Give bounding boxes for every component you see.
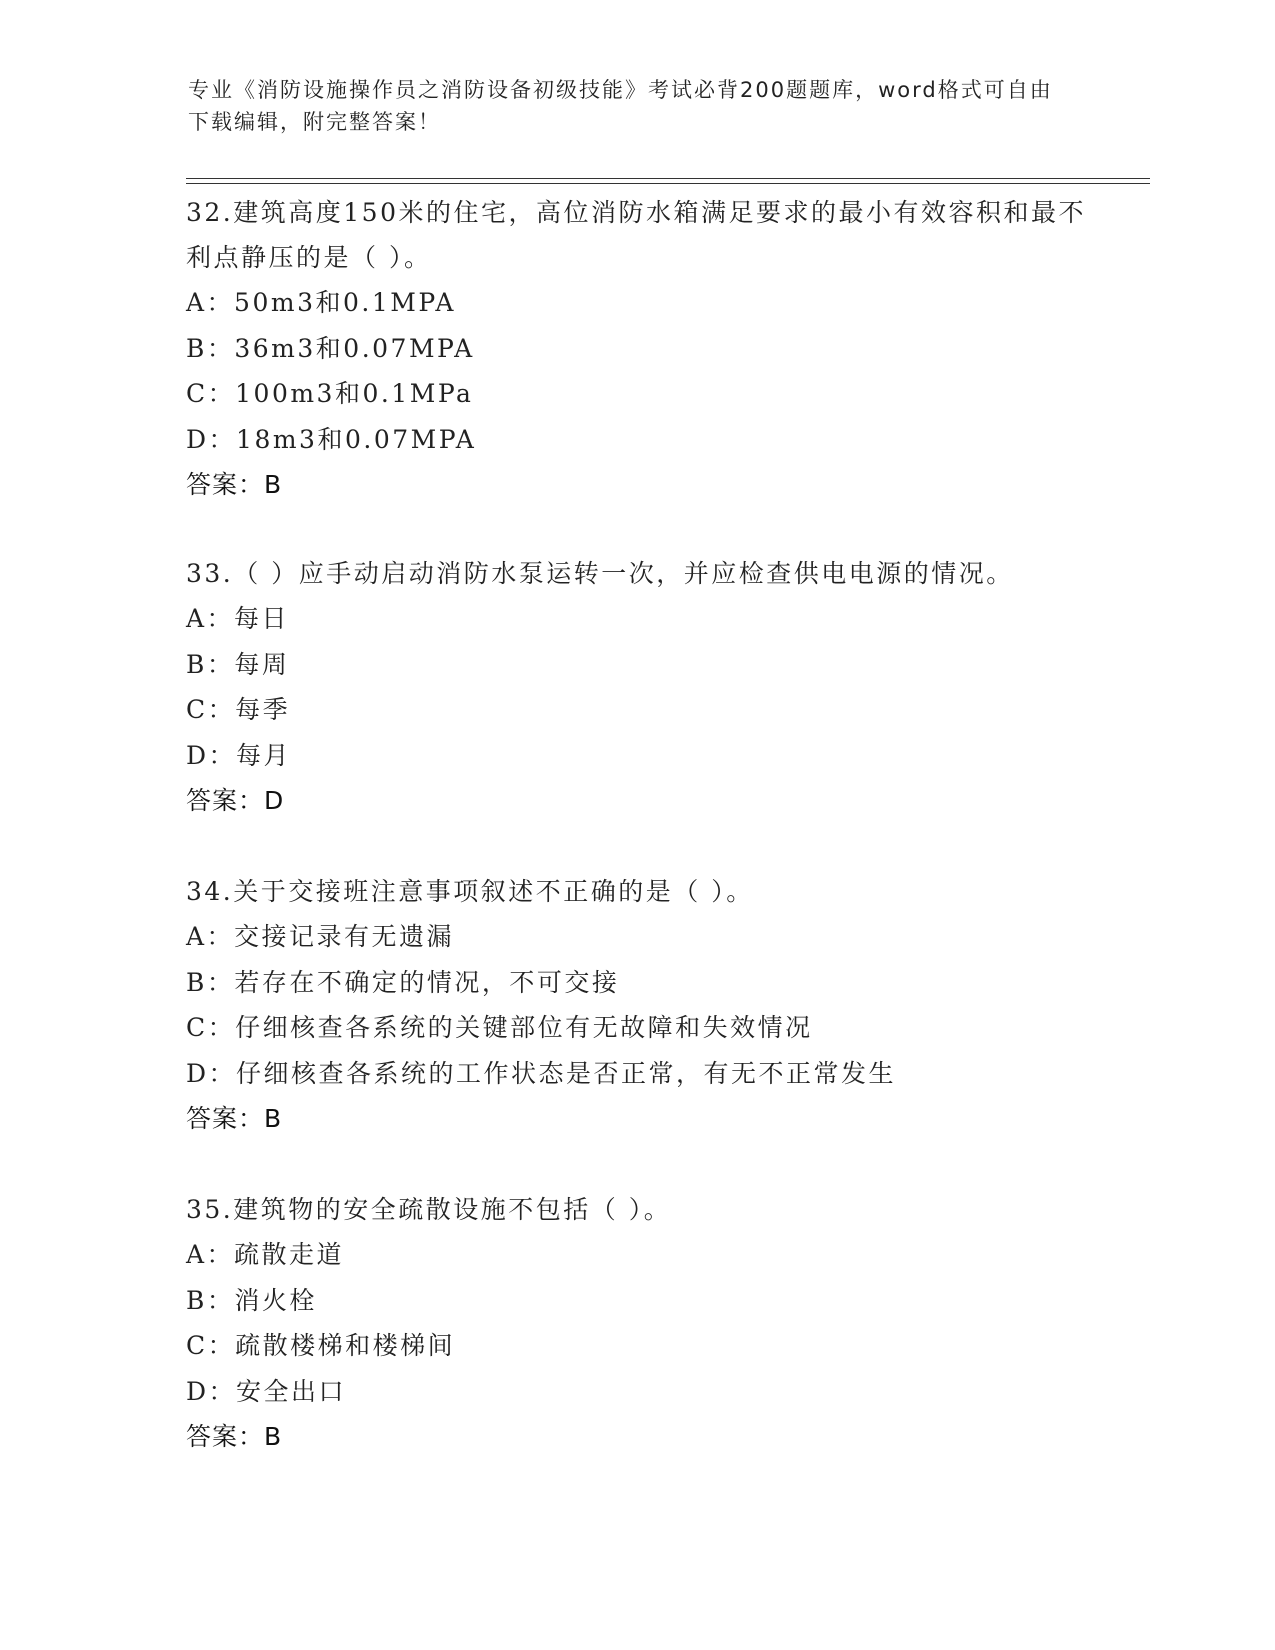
question-stem: 35.建筑物的安全疏散设施不包括（ ）。 [186,1195,672,1224]
option-a: A：交接记录有无遗漏 [186,922,455,951]
option-b: B：消火栓 [186,1285,317,1315]
question-stem: 33.（ ）应手动启动消防水泵运转一次，并应检查供电电源的情况。 [186,559,1014,588]
question-33 [186,551,1146,824]
answer: 答案：D [186,786,285,815]
option-c: C：100m3和0.1MPa [186,379,474,408]
answer: 答案：B [186,1104,283,1133]
option-d: D：18m3和0.07MPA [186,424,477,454]
answer: 答案：B [186,470,283,499]
option-b: B：若存在不确定的情况，不可交接 [186,967,620,997]
option-b: B：36m3和0.07MPA [186,333,475,363]
option-d: D：每月 [186,740,292,770]
option-d: D：安全出口 [186,1376,347,1406]
question-32 [186,190,1146,508]
option-c: C：疏散楼梯和楼梯间 [186,1331,456,1360]
option-b: B：每周 [186,649,290,679]
option-a: A：每日 [186,604,290,633]
answer: 答案：B [186,1422,283,1451]
option-a: A：疏散走道 [186,1240,345,1269]
question-stem: 32.建筑高度150米的住宅，高位消防水箱满足要求的最小有效容积和最不利点静压的是（ ）。 [186,198,1086,272]
header-divider-bottom [186,183,1150,184]
option-a: A：50m3和0.1MPA [186,288,456,317]
option-c: C：仔细核查各系统的关键部位有无故障和失效情况 [186,1013,813,1042]
header-divider-top [186,178,1150,179]
option-d: D：仔细核查各系统的工作状态是否正常，有无不正常发生 [186,1058,897,1088]
document-header: 专业《消防设施操作员之消防设备初级技能》考试必背200题题库，word格式可自由下载编辑，附完整答案！ [188,78,1053,134]
question-34 [186,869,1146,1142]
option-c: C：每季 [186,695,291,724]
question-stem: 34.关于交接班注意事项叙述不正确的是（ ）。 [186,877,754,906]
question-35 [186,1187,1146,1460]
